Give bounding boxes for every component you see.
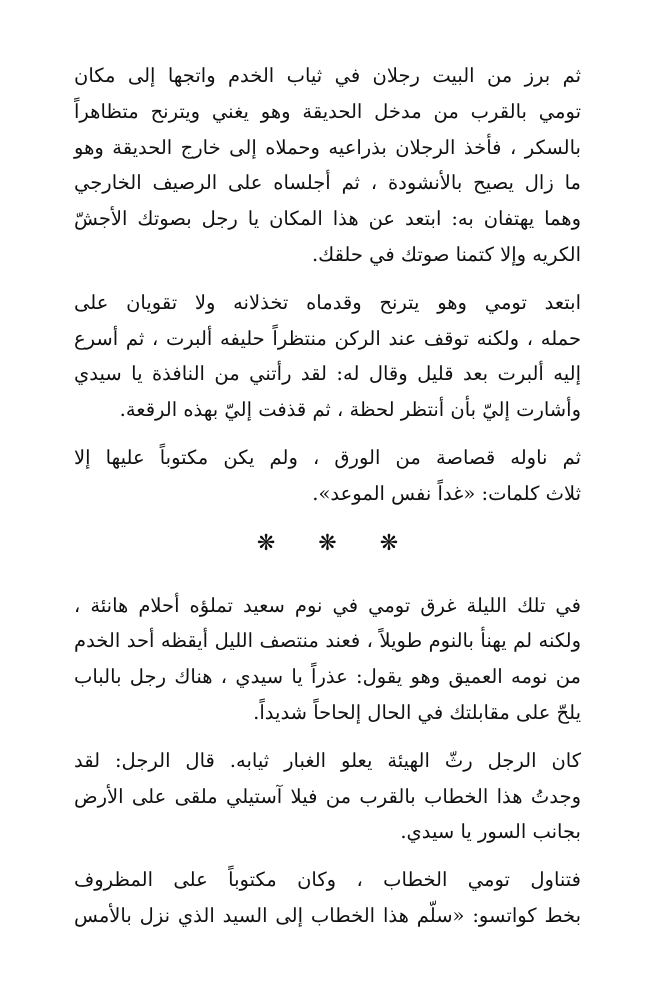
text-line: كان الرجل رثّ الهيئة يعلو الغبار ثيابه. قال الرجل: لقد xyxy=(74,748,581,772)
text-line: وجدتُ هذا الخطاب بالقرب من فيلا آستيلي ملقى على الأرض xyxy=(74,784,581,808)
text-line: ثم ناوله قصاصة من الورق ، ولم يكن مكتوباً عليها إلا xyxy=(74,445,581,469)
paragraph-2 xyxy=(74,285,581,428)
paragraph-5 xyxy=(74,743,581,850)
text-line: من نومه العميق وهو يقول: عذراً يا سيدي ، هناك رجل بالباب xyxy=(74,665,581,689)
text-line: وأشارت إليّ بأن أنتظر لحظة ، ثم قذفت إليّ بهذه الرقعة. xyxy=(119,398,581,422)
text-line: ما زال يصيح بالأنشودة ، ثم أجلساه على الرصيف الخارجي xyxy=(74,171,581,195)
paragraph-3 xyxy=(74,440,581,512)
text-line: ثم برز من البيت رجلان في ثياب الخدم واتجها إلى مكان xyxy=(74,64,581,87)
text-line: بخط كواتسو: «سلّم هذا الخطاب إلى السيد الذي نزل بالأمس xyxy=(74,903,581,927)
text-line: إليه ألبرت بعد قليل وقال له: لقد رأتني من النافذة يا سيدي xyxy=(74,362,581,386)
text-line: في تلك الليلة غرق تومي في نوم سعيد تملؤه أحلام هانئة ، xyxy=(74,593,581,617)
text-line: بجانب السور يا سيدي. xyxy=(400,820,581,844)
paragraph-4 xyxy=(74,588,581,731)
text-line: ثلاث كلمات: «غداً نفس الموعد». xyxy=(312,481,581,505)
section-separator: ❋ ❋ ❋ xyxy=(256,530,417,556)
text-line: فتناول تومي الخطاب ، وكان مكتوباً على المظروف xyxy=(74,868,581,892)
paragraph-1 xyxy=(74,58,581,273)
book-page xyxy=(74,58,581,946)
paragraph-6 xyxy=(74,862,581,934)
text-line: يلحّ على مقابلتك في الحال إلحاحاً شديداً. xyxy=(253,700,581,724)
text-line: ولكنه لم يهنأ بالنوم طويلاً ، فعند منتصف الليل أيقظه أحد الخدم xyxy=(74,629,581,653)
text-line: تومي بالقرب من مدخل الحديقة وهو يغني ويترنح متظاهراً xyxy=(74,99,581,123)
text-line: ابتعد تومي وهو يترنح وقدماه تخذلانه ولا تقويان على xyxy=(74,290,581,314)
text-line: حمله ، ولكنه توقف عند الركن منتظراً حليفه ألبرت ، ثم أسرع xyxy=(74,326,581,350)
text-line: وهما يهتفان به: ابتعد عن هذا المكان يا رجل بصوتك الأجشّ xyxy=(74,207,581,231)
text-line: بالسكر ، فأخذ الرجلان بذراعيه وحملاه إلى خارج الحديقة وهو xyxy=(74,135,581,159)
text-line: الكريه وإلا كتمنا صوتك في حلقك. xyxy=(311,242,581,266)
